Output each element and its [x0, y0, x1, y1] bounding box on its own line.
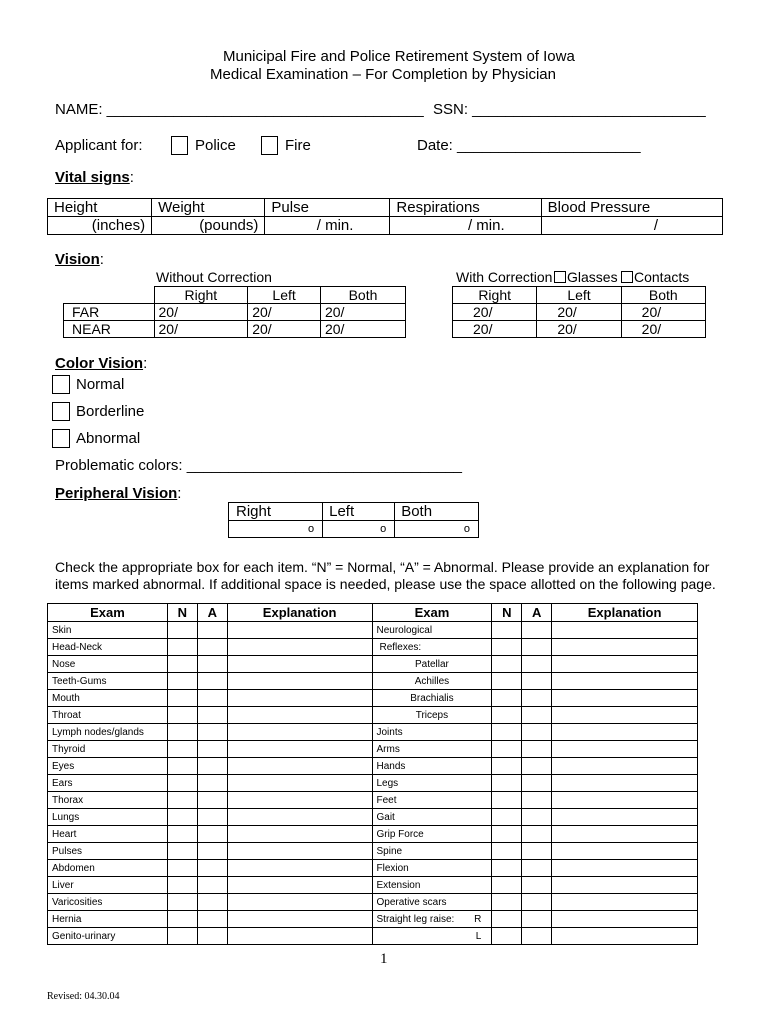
normal-checkbox[interactable]: [52, 375, 70, 394]
exam-item: Joints: [372, 724, 492, 741]
peripheral-right-input[interactable]: o: [229, 521, 323, 538]
table-row: [48, 826, 698, 843]
a-checkbox[interactable]: [522, 928, 552, 945]
a-checkbox[interactable]: [522, 622, 552, 639]
exam-item: Brachialis: [372, 690, 492, 707]
n-checkbox[interactable]: [492, 622, 522, 639]
exam-item: Hands: [372, 758, 492, 775]
n-checkbox[interactable]: [492, 826, 522, 843]
a-checkbox[interactable]: [522, 656, 552, 673]
contacts-checkbox[interactable]: [621, 271, 633, 283]
a-checkbox[interactable]: [522, 826, 552, 843]
instructions-line-1: Check the appropriate box for each item. “N” = Normal, “A” = Abnormal. Please provide an explanation for: [55, 559, 710, 575]
instructions-line-2: items marked abnormal. If additional space is needed, please use the space allotted on the following page.: [55, 576, 716, 592]
n-checkbox[interactable]: [492, 792, 522, 809]
exam-item: Liver: [48, 877, 168, 894]
table-row: [48, 775, 698, 792]
table-row: [48, 877, 698, 894]
explanation-input[interactable]: [552, 622, 698, 639]
revised-date: Revised: 04.30.04: [47, 991, 120, 1002]
exam-item: Skin: [48, 622, 168, 639]
page-number: 1: [380, 951, 388, 967]
glasses-label: Glasses: [567, 269, 618, 285]
a-checkbox[interactable]: [522, 758, 552, 775]
a-checkbox[interactable]: [522, 911, 552, 928]
exam-item: Gait: [372, 809, 492, 826]
table-row: [48, 622, 698, 639]
a-checkbox[interactable]: [522, 639, 552, 656]
exam-item: Genito-urinary: [48, 928, 168, 945]
n-checkbox[interactable]: [492, 707, 522, 724]
table-row: [48, 707, 698, 724]
exam-item: Teeth-Gums: [48, 673, 168, 690]
exam-item: Thyroid: [48, 741, 168, 758]
col-right: Right: [453, 287, 537, 304]
table-row: [48, 741, 698, 758]
table-row: [48, 928, 698, 945]
exam-item: Patellar: [372, 656, 492, 673]
a-checkbox[interactable]: [522, 707, 552, 724]
peripheral-both-header: Both: [395, 503, 479, 521]
explanation-input[interactable]: [552, 894, 698, 911]
col-right: Right: [154, 287, 248, 304]
slr-right-label: R: [474, 913, 482, 925]
near-both-input[interactable]: 20/: [320, 321, 405, 338]
exam-item: Spine: [372, 843, 492, 860]
exam-item: Mouth: [48, 690, 168, 707]
n-checkbox[interactable]: [167, 741, 197, 758]
explanation-header: Explanation: [227, 604, 372, 622]
table-row: [48, 639, 698, 656]
table-row: [48, 860, 698, 877]
a-checkbox[interactable]: [197, 673, 227, 690]
peripheral-vision-heading: Peripheral Vision:: [55, 485, 182, 502]
n-checkbox[interactable]: [167, 826, 197, 843]
exam-table: [47, 603, 698, 945]
without-correction-label: Without Correction: [156, 269, 272, 285]
glasses-checkbox[interactable]: [554, 271, 566, 283]
blood-pressure-input[interactable]: /: [541, 217, 722, 235]
exam-item: Abdomen: [48, 860, 168, 877]
form-subtitle: Medical Examination – For Completion by Physician: [210, 66, 556, 83]
table-row: [48, 792, 698, 809]
height-input[interactable]: (inches): [48, 217, 152, 235]
explanation-input[interactable]: [552, 673, 698, 690]
explanation-input[interactable]: [227, 911, 372, 928]
explanation-input[interactable]: [227, 656, 372, 673]
straight-leg-raise-label: Straight leg raise:: [376, 913, 455, 925]
exam-item: Triceps: [372, 707, 492, 724]
explanation-input[interactable]: [552, 911, 698, 928]
explanation-input[interactable]: [227, 843, 372, 860]
exam-item: Neurological: [372, 622, 492, 639]
explanation-input[interactable]: [552, 758, 698, 775]
borderline-label: Borderline: [76, 403, 145, 420]
a-checkbox[interactable]: [197, 826, 227, 843]
near-both-corrected-input[interactable]: 20/: [621, 321, 705, 338]
n-checkbox[interactable]: [167, 673, 197, 690]
ssn-field[interactable]: SSN: ____________________________: [433, 101, 706, 118]
exam-item: Reflexes:: [372, 639, 492, 656]
a-checkbox[interactable]: [197, 741, 227, 758]
exam-item: Thorax: [48, 792, 168, 809]
table-row: [48, 809, 698, 826]
exam-item: Eyes: [48, 758, 168, 775]
n-checkbox[interactable]: [167, 758, 197, 775]
far-right-input[interactable]: 20/: [154, 304, 248, 321]
col-both: Both: [621, 287, 705, 304]
n-checkbox[interactable]: [167, 809, 197, 826]
explanation-input[interactable]: [552, 775, 698, 792]
blood-pressure-header: Blood Pressure: [541, 199, 722, 217]
n-checkbox[interactable]: [492, 639, 522, 656]
exam-item: Extension: [372, 877, 492, 894]
n-checkbox[interactable]: [492, 741, 522, 758]
a-checkbox[interactable]: [522, 673, 552, 690]
far-both-corrected-input[interactable]: 20/: [621, 304, 705, 321]
abnormal-header: A: [197, 604, 227, 622]
exam-item: Pulses: [48, 843, 168, 860]
explanation-input[interactable]: [552, 792, 698, 809]
slr-left-label: L: [372, 928, 492, 945]
explanation-input[interactable]: [227, 928, 372, 945]
n-checkbox[interactable]: [167, 860, 197, 877]
n-checkbox[interactable]: [167, 792, 197, 809]
table-row: [48, 758, 698, 775]
far-left-corrected-input[interactable]: 20/: [537, 304, 621, 321]
explanation-input[interactable]: [227, 860, 372, 877]
far-both-input[interactable]: 20/: [320, 304, 405, 321]
n-checkbox[interactable]: [492, 690, 522, 707]
a-checkbox[interactable]: [197, 724, 227, 741]
problematic-colors-field[interactable]: Problematic colors: _________________________________: [55, 457, 463, 474]
exam-item: Heart: [48, 826, 168, 843]
a-checkbox[interactable]: [522, 724, 552, 741]
a-checkbox[interactable]: [197, 758, 227, 775]
exam-header: Exam: [48, 604, 168, 622]
explanation-input[interactable]: [552, 928, 698, 945]
exam-item: Feet: [372, 792, 492, 809]
n-checkbox[interactable]: [492, 809, 522, 826]
explanation-input[interactable]: [227, 741, 372, 758]
a-checkbox[interactable]: [522, 792, 552, 809]
exam-item: Lungs: [48, 809, 168, 826]
a-checkbox[interactable]: [197, 639, 227, 656]
date-field[interactable]: Date: ______________________: [417, 137, 641, 154]
exam-item: Operative scars: [372, 894, 492, 911]
explanation-input[interactable]: [227, 809, 372, 826]
n-checkbox[interactable]: [167, 843, 197, 860]
color-vision-heading: Color Vision:: [55, 355, 148, 372]
n-checkbox[interactable]: [492, 775, 522, 792]
explanation-input[interactable]: [552, 877, 698, 894]
peripheral-left-input[interactable]: o: [323, 521, 395, 538]
a-checkbox[interactable]: [522, 741, 552, 758]
vital-signs-heading: Vital signs:: [55, 169, 134, 186]
n-checkbox[interactable]: [492, 911, 522, 928]
n-checkbox[interactable]: [167, 690, 197, 707]
a-checkbox[interactable]: [197, 911, 227, 928]
explanation-input[interactable]: [227, 894, 372, 911]
n-checkbox[interactable]: [492, 860, 522, 877]
n-checkbox[interactable]: [167, 639, 197, 656]
exam-item: Hernia: [48, 911, 168, 928]
n-checkbox[interactable]: [167, 656, 197, 673]
a-checkbox[interactable]: [197, 894, 227, 911]
far-left-input[interactable]: 20/: [248, 304, 321, 321]
near-right-input[interactable]: 20/: [154, 321, 248, 338]
table-row: [48, 724, 698, 741]
table-row: [48, 911, 698, 928]
a-checkbox[interactable]: [522, 775, 552, 792]
n-checkbox[interactable]: [492, 656, 522, 673]
explanation-input[interactable]: [227, 690, 372, 707]
a-checkbox[interactable]: [197, 843, 227, 860]
a-checkbox[interactable]: [197, 690, 227, 707]
n-checkbox[interactable]: [492, 724, 522, 741]
with-correction-label: With Correction: [456, 269, 553, 285]
pulse-header: Pulse: [265, 199, 390, 217]
n-checkbox[interactable]: [167, 894, 197, 911]
peripheral-both-input[interactable]: o: [395, 521, 479, 538]
exam-item: Flexion: [372, 860, 492, 877]
normal-header: N: [167, 604, 197, 622]
a-checkbox[interactable]: [197, 775, 227, 792]
explanation-input[interactable]: [227, 639, 372, 656]
far-row-label: FAR: [64, 304, 155, 321]
a-checkbox[interactable]: [197, 707, 227, 724]
a-checkbox[interactable]: [197, 809, 227, 826]
near-left-input[interactable]: 20/: [248, 321, 321, 338]
explanation-input[interactable]: [552, 860, 698, 877]
exam-item: Throat: [48, 707, 168, 724]
abnormal-header: A: [522, 604, 552, 622]
explanation-input[interactable]: [227, 775, 372, 792]
exam-item: Ears: [48, 775, 168, 792]
a-checkbox[interactable]: [197, 928, 227, 945]
table-row: [48, 673, 698, 690]
exam-item: Achilles: [372, 673, 492, 690]
weight-header: Weight: [152, 199, 265, 217]
respirations-header: Respirations: [390, 199, 541, 217]
explanation-input[interactable]: [227, 826, 372, 843]
pulse-input[interactable]: / min.: [265, 217, 390, 235]
n-checkbox[interactable]: [167, 928, 197, 945]
exam-item: Lymph nodes/glands: [48, 724, 168, 741]
n-checkbox[interactable]: [167, 622, 197, 639]
exam-header: Exam: [372, 604, 492, 622]
explanation-input[interactable]: [227, 758, 372, 775]
n-checkbox[interactable]: [167, 775, 197, 792]
explanation-input[interactable]: [227, 724, 372, 741]
n-checkbox[interactable]: [492, 673, 522, 690]
table-row: [48, 843, 698, 860]
contacts-label: Contacts: [634, 269, 690, 285]
normal-header: N: [492, 604, 522, 622]
explanation-input[interactable]: [552, 724, 698, 741]
explanation-input[interactable]: [227, 673, 372, 690]
peripheral-vision-table: [228, 502, 479, 538]
explanation-input[interactable]: [552, 741, 698, 758]
explanation-input[interactable]: [552, 639, 698, 656]
exam-item: Head-Neck: [48, 639, 168, 656]
police-checkbox[interactable]: [171, 136, 188, 155]
n-checkbox[interactable]: [492, 928, 522, 945]
name-field[interactable]: NAME: ______________________________________: [55, 101, 424, 118]
n-checkbox[interactable]: [492, 758, 522, 775]
n-checkbox[interactable]: [492, 894, 522, 911]
explanation-header: Explanation: [552, 604, 698, 622]
n-checkbox[interactable]: [167, 707, 197, 724]
exam-item: Legs: [372, 775, 492, 792]
peripheral-right-header: Right: [229, 503, 323, 521]
col-left: Left: [537, 287, 621, 304]
a-checkbox[interactable]: [522, 877, 552, 894]
police-label: Police: [195, 137, 236, 154]
respirations-input[interactable]: / min.: [390, 217, 541, 235]
table-row: [48, 656, 698, 673]
explanation-input[interactable]: [552, 656, 698, 673]
a-checkbox[interactable]: [197, 877, 227, 894]
normal-label: Normal: [76, 376, 125, 393]
a-checkbox[interactable]: [197, 622, 227, 639]
explanation-input[interactable]: [227, 792, 372, 809]
a-checkbox[interactable]: [522, 860, 552, 877]
col-both: Both: [320, 287, 405, 304]
applicant-for-label: Applicant for:: [55, 137, 143, 154]
a-checkbox[interactable]: [522, 894, 552, 911]
explanation-input[interactable]: [227, 877, 372, 894]
form-title: Municipal Fire and Police Retirement System of Iowa: [223, 48, 575, 65]
vision-with-table: [452, 286, 706, 338]
exam-item: [372, 911, 492, 928]
explanation-input[interactable]: [552, 809, 698, 826]
exam-item: Varicosities: [48, 894, 168, 911]
a-checkbox[interactable]: [197, 792, 227, 809]
far-right-corrected-input[interactable]: 20/: [453, 304, 537, 321]
exam-item: Arms: [372, 741, 492, 758]
explanation-input[interactable]: [227, 622, 372, 639]
table-row: [48, 690, 698, 707]
a-checkbox[interactable]: [197, 656, 227, 673]
table-row: [48, 894, 698, 911]
fire-label: Fire: [285, 137, 311, 154]
explanation-input[interactable]: [552, 690, 698, 707]
explanation-input[interactable]: [552, 707, 698, 724]
explanation-input[interactable]: [552, 826, 698, 843]
exam-item: Grip Force: [372, 826, 492, 843]
vision-without-table: [63, 286, 406, 338]
near-row-label: NEAR: [64, 321, 155, 338]
near-left-corrected-input[interactable]: 20/: [537, 321, 621, 338]
n-checkbox[interactable]: [167, 724, 197, 741]
explanation-input[interactable]: [227, 707, 372, 724]
a-checkbox[interactable]: [522, 843, 552, 860]
height-header: Height: [48, 199, 152, 217]
explanation-input[interactable]: [552, 843, 698, 860]
vision-heading: Vision:: [55, 251, 104, 268]
vital-signs-table: [47, 198, 723, 235]
weight-input[interactable]: (pounds): [152, 217, 265, 235]
peripheral-left-header: Left: [323, 503, 395, 521]
a-checkbox[interactable]: [522, 690, 552, 707]
n-checkbox[interactable]: [167, 877, 197, 894]
a-checkbox[interactable]: [522, 809, 552, 826]
borderline-checkbox[interactable]: [52, 402, 70, 421]
col-left: Left: [248, 287, 321, 304]
a-checkbox[interactable]: [197, 860, 227, 877]
fire-checkbox[interactable]: [261, 136, 278, 155]
abnormal-checkbox[interactable]: [52, 429, 70, 448]
near-right-corrected-input[interactable]: 20/: [453, 321, 537, 338]
n-checkbox[interactable]: [492, 877, 522, 894]
exam-item: Nose: [48, 656, 168, 673]
abnormal-label: Abnormal: [76, 430, 141, 447]
n-checkbox[interactable]: [167, 911, 197, 928]
n-checkbox[interactable]: [492, 843, 522, 860]
